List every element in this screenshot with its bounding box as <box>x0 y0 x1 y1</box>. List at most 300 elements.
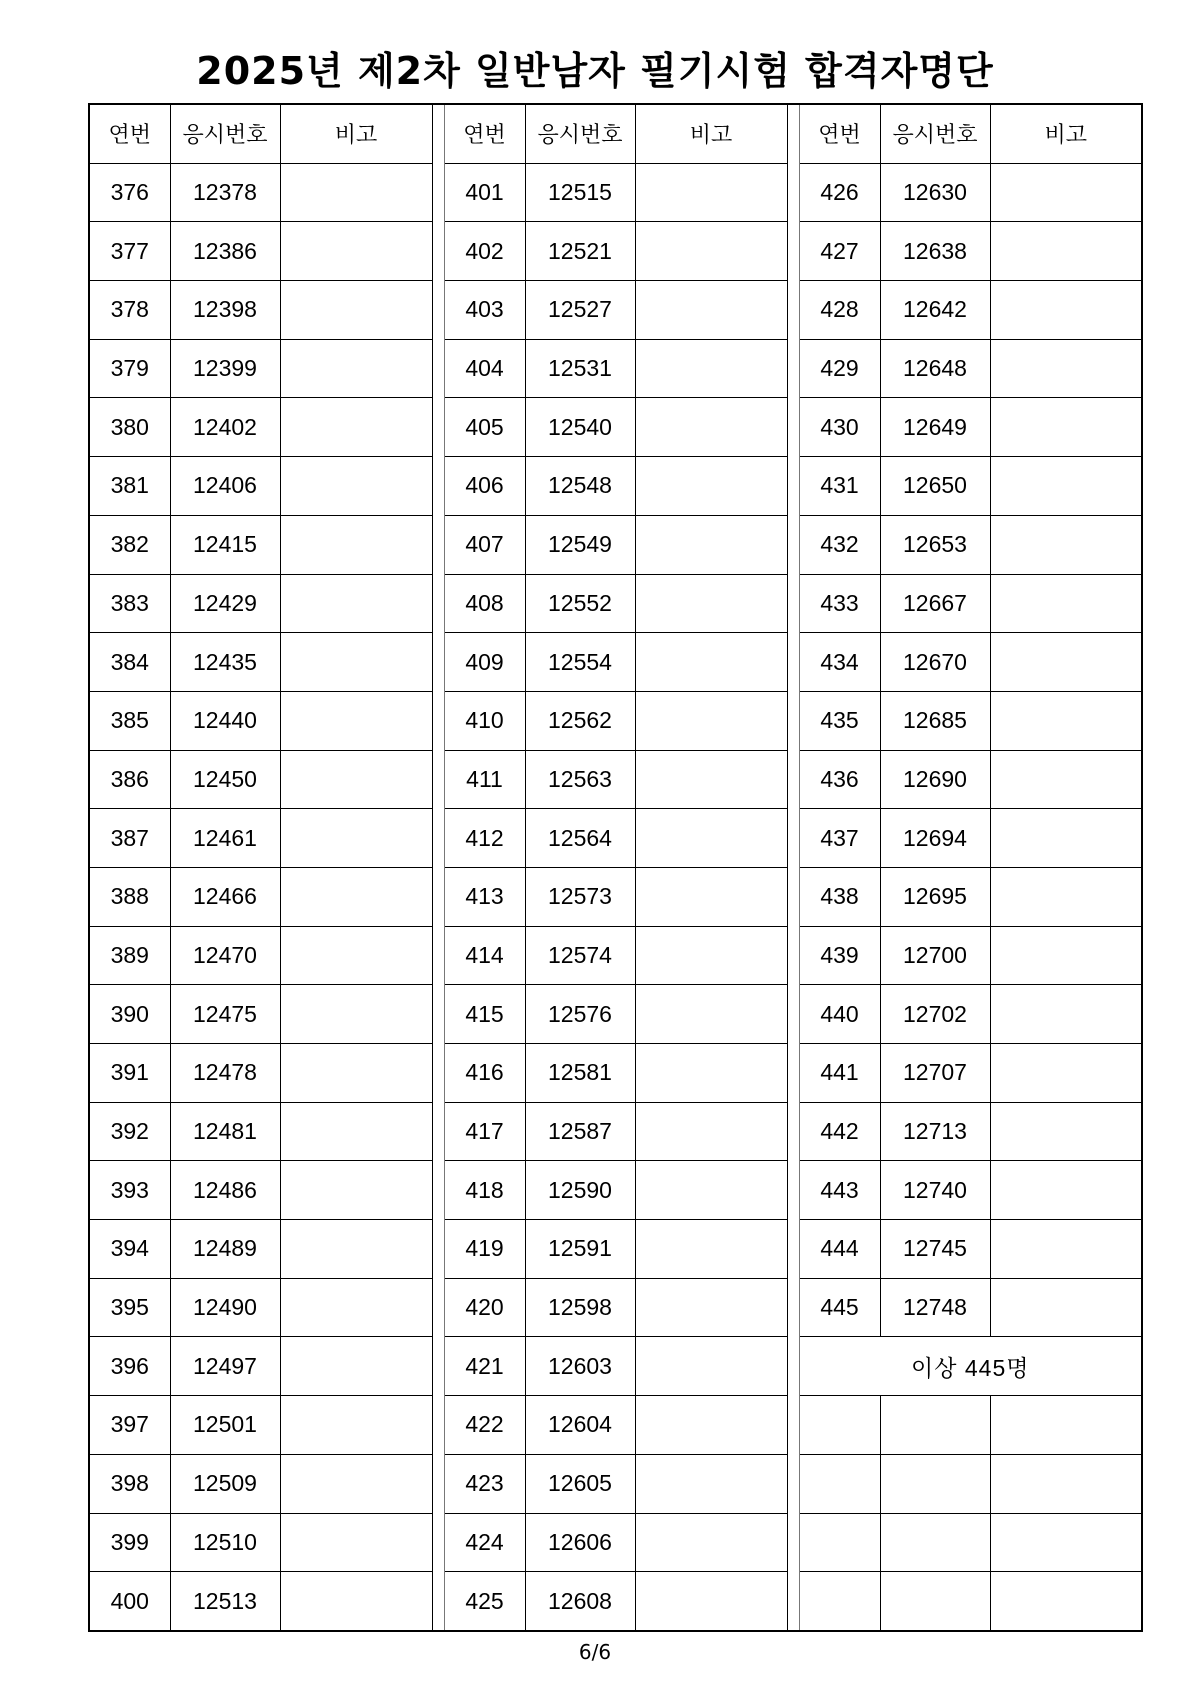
seq-cell: 444 <box>799 1220 880 1279</box>
column-gap <box>787 809 799 868</box>
exam-number-cell: 12415 <box>170 515 280 574</box>
seq-cell: 427 <box>799 222 880 281</box>
document-title: 2025년 제2차 일반남자 필기시험 합격자명단 <box>196 49 994 93</box>
column-gap <box>432 926 444 985</box>
exam-number-cell <box>880 1396 990 1455</box>
exam-number-cell: 12475 <box>170 985 280 1044</box>
remarks-cell <box>635 1513 787 1572</box>
remarks-cell <box>990 1102 1142 1161</box>
exam-number-cell: 12406 <box>170 457 280 516</box>
remarks-cell <box>990 750 1142 809</box>
column-gap <box>787 398 799 457</box>
remarks-cell <box>635 809 787 868</box>
table-row <box>89 515 1142 574</box>
remarks-cell <box>635 750 787 809</box>
seq-cell: 408 <box>444 574 525 633</box>
remarks-cell <box>280 1513 432 1572</box>
column-gap <box>787 1454 799 1513</box>
exam-number-cell: 12695 <box>880 867 990 926</box>
remarks-cell <box>280 1396 432 1455</box>
seq-cell: 392 <box>89 1102 170 1161</box>
seq-cell: 443 <box>799 1161 880 1220</box>
remarks-cell <box>635 867 787 926</box>
remarks-cell <box>280 867 432 926</box>
exam-number-cell: 12564 <box>525 809 635 868</box>
seq-cell: 400 <box>89 1572 170 1631</box>
table-row <box>89 222 1142 281</box>
exam-number-cell: 12670 <box>880 633 990 692</box>
seq-cell: 409 <box>444 633 525 692</box>
seq-cell: 435 <box>799 691 880 750</box>
remarks-cell <box>280 1454 432 1513</box>
seq-cell: 439 <box>799 926 880 985</box>
column-gap <box>787 1337 799 1396</box>
seq-cell: 405 <box>444 398 525 457</box>
exam-number-cell: 12608 <box>525 1572 635 1631</box>
exam-number-cell: 12740 <box>880 1161 990 1220</box>
column-gap <box>432 222 444 281</box>
exam-number-cell: 12515 <box>525 163 635 222</box>
remarks-cell <box>280 1102 432 1161</box>
table-row <box>89 809 1142 868</box>
exam-number-cell: 12548 <box>525 457 635 516</box>
seq-cell: 410 <box>444 691 525 750</box>
table-row <box>89 1337 1142 1396</box>
seq-cell: 404 <box>444 339 525 398</box>
column-gap <box>787 574 799 633</box>
table-row <box>89 985 1142 1044</box>
column-gap <box>432 104 444 163</box>
remarks-cell <box>990 691 1142 750</box>
exam-number-cell: 12590 <box>525 1161 635 1220</box>
column-gap <box>432 1161 444 1220</box>
remarks-cell <box>280 398 432 457</box>
remarks-cell <box>990 809 1142 868</box>
remarks-cell <box>280 809 432 868</box>
seq-cell: 413 <box>444 867 525 926</box>
header-seq: 연번 <box>89 104 170 163</box>
remarks-cell <box>635 1044 787 1103</box>
remarks-cell <box>990 1572 1142 1631</box>
exam-number-cell <box>880 1454 990 1513</box>
exam-number-cell <box>880 1513 990 1572</box>
seq-cell: 395 <box>89 1278 170 1337</box>
column-gap <box>432 398 444 457</box>
remarks-cell <box>635 515 787 574</box>
remarks-cell <box>990 398 1142 457</box>
remarks-cell <box>990 1161 1142 1220</box>
seq-cell: 418 <box>444 1161 525 1220</box>
seq-cell: 378 <box>89 281 170 340</box>
remarks-cell <box>990 339 1142 398</box>
remarks-cell <box>280 574 432 633</box>
remarks-cell <box>280 691 432 750</box>
seq-cell: 391 <box>89 1044 170 1103</box>
column-gap <box>787 633 799 692</box>
page-number: 6/6 <box>578 1640 612 1664</box>
seq-cell <box>799 1513 880 1572</box>
column-gap <box>432 985 444 1044</box>
exam-number-cell: 12598 <box>525 1278 635 1337</box>
column-gap <box>787 104 799 163</box>
exam-number-cell: 12605 <box>525 1454 635 1513</box>
remarks-cell <box>990 163 1142 222</box>
remarks-cell <box>635 1396 787 1455</box>
exam-number-cell: 12378 <box>170 163 280 222</box>
remarks-cell <box>990 926 1142 985</box>
table-row <box>89 1454 1142 1513</box>
exam-number-cell <box>880 1572 990 1631</box>
remarks-cell <box>280 985 432 1044</box>
exam-number-cell: 12667 <box>880 574 990 633</box>
header-remarks: 비고 <box>635 104 787 163</box>
exam-number-cell: 12554 <box>525 633 635 692</box>
table-row <box>89 633 1142 692</box>
column-gap <box>787 985 799 1044</box>
table-row <box>89 457 1142 516</box>
exam-number-cell: 12513 <box>170 1572 280 1631</box>
column-gap <box>432 1454 444 1513</box>
table-row <box>89 398 1142 457</box>
table-row <box>89 1161 1142 1220</box>
seq-cell: 420 <box>444 1278 525 1337</box>
column-gap <box>787 163 799 222</box>
exam-number-cell: 12574 <box>525 926 635 985</box>
exam-number-cell: 12501 <box>170 1396 280 1455</box>
remarks-cell <box>635 926 787 985</box>
column-gap <box>432 515 444 574</box>
seq-cell: 436 <box>799 750 880 809</box>
seq-cell: 399 <box>89 1513 170 1572</box>
table-row <box>89 574 1142 633</box>
remarks-cell <box>280 1572 432 1631</box>
remarks-cell <box>990 1220 1142 1279</box>
seq-cell: 437 <box>799 809 880 868</box>
column-gap <box>787 515 799 574</box>
exam-number-cell: 12481 <box>170 1102 280 1161</box>
seq-cell: 419 <box>444 1220 525 1279</box>
exam-number-cell: 12450 <box>170 750 280 809</box>
seq-cell: 402 <box>444 222 525 281</box>
exam-number-cell: 12470 <box>170 926 280 985</box>
column-gap <box>432 691 444 750</box>
remarks-cell <box>635 633 787 692</box>
header-exam-number: 응시번호 <box>170 104 280 163</box>
header-seq: 연번 <box>799 104 880 163</box>
seq-cell: 393 <box>89 1161 170 1220</box>
remarks-cell <box>635 1161 787 1220</box>
remarks-cell <box>990 281 1142 340</box>
exam-number-cell: 12497 <box>170 1337 280 1396</box>
column-gap <box>787 222 799 281</box>
exam-number-cell: 12685 <box>880 691 990 750</box>
seq-cell: 407 <box>444 515 525 574</box>
column-gap <box>787 750 799 809</box>
seq-cell: 385 <box>89 691 170 750</box>
seq-cell: 401 <box>444 163 525 222</box>
remarks-cell <box>280 633 432 692</box>
exam-number-cell: 12510 <box>170 1513 280 1572</box>
remarks-cell <box>990 222 1142 281</box>
exam-number-cell: 12540 <box>525 398 635 457</box>
remarks-cell <box>280 281 432 340</box>
header-remarks: 비고 <box>280 104 432 163</box>
seq-cell: 380 <box>89 398 170 457</box>
column-gap <box>432 339 444 398</box>
remarks-cell <box>635 1337 787 1396</box>
seq-cell: 428 <box>799 281 880 340</box>
seq-cell: 445 <box>799 1278 880 1337</box>
remarks-cell <box>635 398 787 457</box>
remarks-cell <box>990 867 1142 926</box>
seq-cell: 416 <box>444 1044 525 1103</box>
exam-number-cell: 12649 <box>880 398 990 457</box>
seq-cell: 433 <box>799 574 880 633</box>
remarks-cell <box>990 515 1142 574</box>
remarks-cell <box>990 574 1142 633</box>
column-gap <box>787 1278 799 1337</box>
remarks-cell <box>280 339 432 398</box>
seq-cell: 406 <box>444 457 525 516</box>
exam-number-cell: 12591 <box>525 1220 635 1279</box>
seq-cell: 429 <box>799 339 880 398</box>
table-row <box>89 750 1142 809</box>
column-gap <box>432 163 444 222</box>
table-row <box>89 867 1142 926</box>
exam-number-cell: 12690 <box>880 750 990 809</box>
results-table <box>88 103 1143 1632</box>
exam-number-cell: 12630 <box>880 163 990 222</box>
table-row <box>89 281 1142 340</box>
table-row <box>89 1278 1142 1337</box>
remarks-cell <box>635 1220 787 1279</box>
remarks-cell <box>280 1161 432 1220</box>
seq-cell: 421 <box>444 1337 525 1396</box>
column-gap <box>787 457 799 516</box>
seq-cell: 398 <box>89 1454 170 1513</box>
exam-number-cell: 12694 <box>880 809 990 868</box>
exam-number-cell: 12587 <box>525 1102 635 1161</box>
seq-cell: 396 <box>89 1337 170 1396</box>
seq-cell: 387 <box>89 809 170 868</box>
column-gap <box>432 1513 444 1572</box>
column-gap <box>787 1572 799 1631</box>
seq-cell: 412 <box>444 809 525 868</box>
header-exam-number: 응시번호 <box>880 104 990 163</box>
exam-number-cell: 12606 <box>525 1513 635 1572</box>
column-gap <box>432 457 444 516</box>
exam-number-cell: 12521 <box>525 222 635 281</box>
column-gap <box>432 633 444 692</box>
seq-cell: 388 <box>89 867 170 926</box>
remarks-cell <box>990 1513 1142 1572</box>
exam-number-cell: 12576 <box>525 985 635 1044</box>
column-gap <box>787 1513 799 1572</box>
remarks-cell <box>280 515 432 574</box>
seq-cell: 403 <box>444 281 525 340</box>
seq-cell: 386 <box>89 750 170 809</box>
header-seq: 연번 <box>444 104 525 163</box>
seq-cell: 442 <box>799 1102 880 1161</box>
column-gap <box>432 1220 444 1279</box>
table-row <box>89 1572 1142 1631</box>
exam-number-cell: 12549 <box>525 515 635 574</box>
remarks-cell <box>635 457 787 516</box>
column-gap <box>432 574 444 633</box>
exam-number-cell: 12478 <box>170 1044 280 1103</box>
exam-number-cell: 12563 <box>525 750 635 809</box>
column-gap <box>432 1102 444 1161</box>
remarks-cell <box>635 985 787 1044</box>
exam-number-cell: 12573 <box>525 867 635 926</box>
remarks-cell <box>635 163 787 222</box>
exam-number-cell: 12562 <box>525 691 635 750</box>
header-exam-number: 응시번호 <box>525 104 635 163</box>
column-gap <box>432 1572 444 1631</box>
seq-cell: 434 <box>799 633 880 692</box>
table-row <box>89 1102 1142 1161</box>
column-gap <box>787 1044 799 1103</box>
remarks-cell <box>635 1278 787 1337</box>
seq-cell: 415 <box>444 985 525 1044</box>
remarks-cell <box>635 1572 787 1631</box>
seq-cell: 411 <box>444 750 525 809</box>
column-gap <box>787 926 799 985</box>
exam-number-cell: 12700 <box>880 926 990 985</box>
exam-number-cell: 12527 <box>525 281 635 340</box>
remarks-cell <box>990 1044 1142 1103</box>
remarks-cell <box>635 281 787 340</box>
remarks-cell <box>635 691 787 750</box>
exam-number-cell: 12531 <box>525 339 635 398</box>
column-gap <box>787 339 799 398</box>
seq-cell: 384 <box>89 633 170 692</box>
remarks-cell <box>280 457 432 516</box>
table-row <box>89 339 1142 398</box>
exam-number-cell: 12745 <box>880 1220 990 1279</box>
table-row <box>89 163 1142 222</box>
remarks-cell <box>635 339 787 398</box>
exam-number-cell: 12581 <box>525 1044 635 1103</box>
table-row <box>89 926 1142 985</box>
remarks-cell <box>635 574 787 633</box>
exam-number-cell: 12638 <box>880 222 990 281</box>
remarks-cell <box>990 1454 1142 1513</box>
column-gap <box>787 1220 799 1279</box>
exam-number-cell: 12402 <box>170 398 280 457</box>
exam-number-cell: 12552 <box>525 574 635 633</box>
seq-cell: 379 <box>89 339 170 398</box>
column-gap <box>432 867 444 926</box>
exam-number-cell: 12650 <box>880 457 990 516</box>
seq-cell: 382 <box>89 515 170 574</box>
exam-number-cell: 12398 <box>170 281 280 340</box>
exam-number-cell: 12748 <box>880 1278 990 1337</box>
header-remarks: 비고 <box>990 104 1142 163</box>
seq-cell <box>799 1572 880 1631</box>
remarks-cell <box>280 1044 432 1103</box>
exam-number-cell: 12461 <box>170 809 280 868</box>
exam-number-cell: 12466 <box>170 867 280 926</box>
total-summary: 이상 445명 <box>799 1337 1142 1396</box>
column-gap <box>432 1044 444 1103</box>
exam-number-cell: 12648 <box>880 339 990 398</box>
seq-cell: 381 <box>89 457 170 516</box>
seq-cell <box>799 1454 880 1513</box>
remarks-cell <box>990 1278 1142 1337</box>
seq-cell <box>799 1396 880 1455</box>
seq-cell: 417 <box>444 1102 525 1161</box>
seq-cell: 422 <box>444 1396 525 1455</box>
remarks-cell <box>280 222 432 281</box>
column-gap <box>787 1102 799 1161</box>
seq-cell: 397 <box>89 1396 170 1455</box>
column-gap <box>432 281 444 340</box>
exam-number-cell: 12490 <box>170 1278 280 1337</box>
remarks-cell <box>280 750 432 809</box>
column-gap <box>432 1396 444 1455</box>
column-gap <box>432 750 444 809</box>
remarks-cell <box>990 1396 1142 1455</box>
table-row <box>89 1044 1142 1103</box>
exam-number-cell: 12707 <box>880 1044 990 1103</box>
column-gap <box>787 691 799 750</box>
seq-cell: 441 <box>799 1044 880 1103</box>
seq-cell: 394 <box>89 1220 170 1279</box>
remarks-cell <box>280 1278 432 1337</box>
exam-number-cell: 12702 <box>880 985 990 1044</box>
remarks-cell <box>635 1454 787 1513</box>
exam-number-cell: 12429 <box>170 574 280 633</box>
exam-number-cell: 12386 <box>170 222 280 281</box>
exam-number-cell: 12486 <box>170 1161 280 1220</box>
column-gap <box>432 1278 444 1337</box>
exam-number-cell: 12604 <box>525 1396 635 1455</box>
exam-number-cell: 12440 <box>170 691 280 750</box>
seq-cell: 424 <box>444 1513 525 1572</box>
exam-number-cell: 12509 <box>170 1454 280 1513</box>
column-gap <box>787 1396 799 1455</box>
column-gap <box>432 809 444 868</box>
seq-cell: 432 <box>799 515 880 574</box>
seq-cell: 440 <box>799 985 880 1044</box>
remarks-cell <box>635 1102 787 1161</box>
exam-number-cell: 12435 <box>170 633 280 692</box>
column-gap <box>432 1337 444 1396</box>
column-gap <box>787 867 799 926</box>
seq-cell: 425 <box>444 1572 525 1631</box>
exam-number-cell: 12399 <box>170 339 280 398</box>
remarks-cell <box>635 222 787 281</box>
table-header-row <box>89 104 1142 163</box>
table-row <box>89 691 1142 750</box>
seq-cell: 376 <box>89 163 170 222</box>
seq-cell: 389 <box>89 926 170 985</box>
remarks-cell <box>990 633 1142 692</box>
seq-cell: 423 <box>444 1454 525 1513</box>
seq-cell: 430 <box>799 398 880 457</box>
remarks-cell <box>280 1220 432 1279</box>
exam-number-cell: 12603 <box>525 1337 635 1396</box>
exam-number-cell: 12489 <box>170 1220 280 1279</box>
seq-cell: 426 <box>799 163 880 222</box>
seq-cell: 377 <box>89 222 170 281</box>
exam-number-cell: 12653 <box>880 515 990 574</box>
seq-cell: 383 <box>89 574 170 633</box>
column-gap <box>787 281 799 340</box>
remarks-cell <box>990 985 1142 1044</box>
remarks-cell <box>280 163 432 222</box>
